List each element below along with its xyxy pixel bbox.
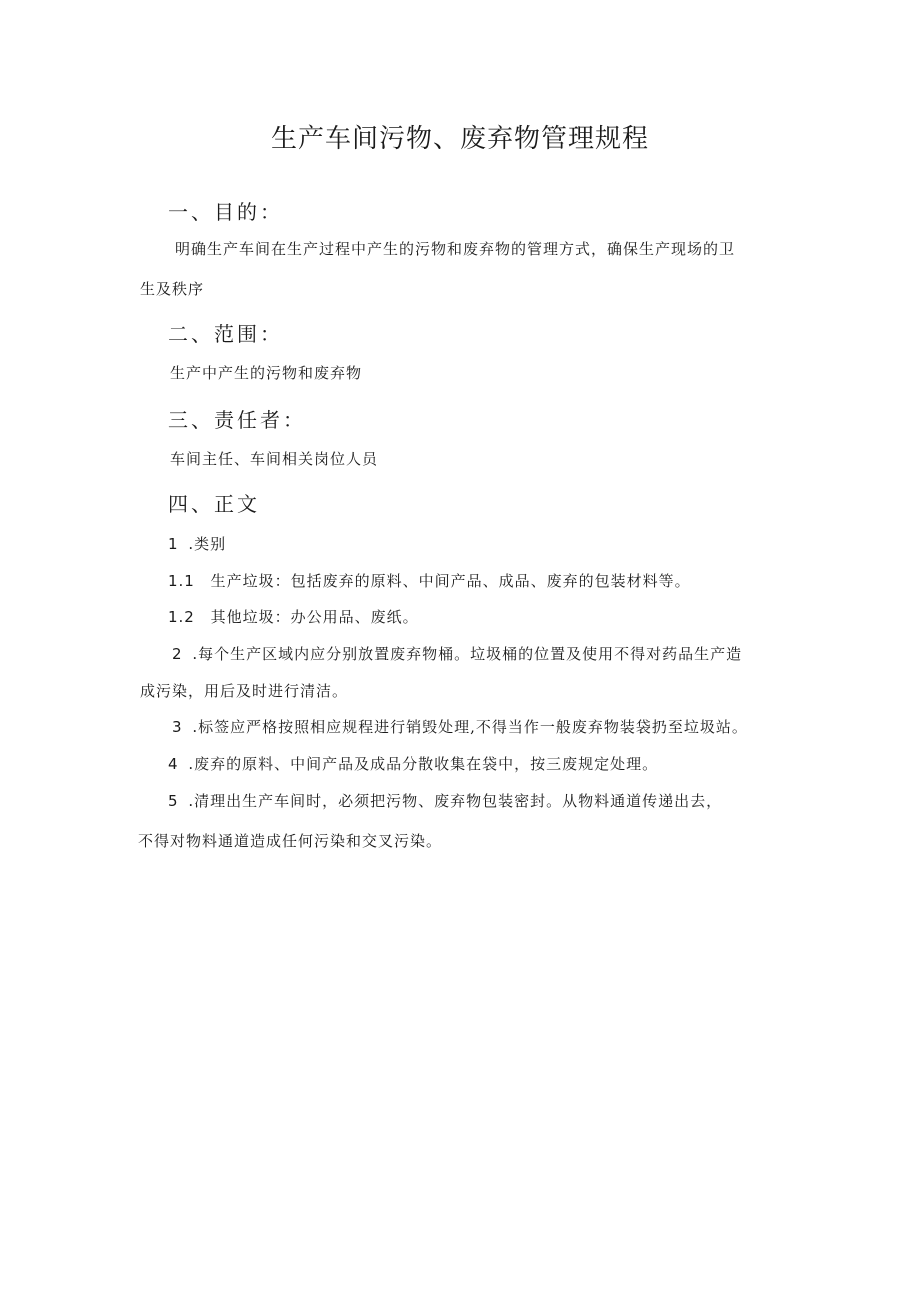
- body-item-2-line-2: 成污染，用后及时进行清洁。: [140, 682, 349, 700]
- item-text: .废弃的原料、中间产品及成品分散收集在袋中，按三废规定处理。: [188, 755, 659, 773]
- item-number: 1.1: [168, 572, 195, 590]
- item-number: 1.2: [168, 608, 195, 626]
- document-title: 生产车间污物、废弃物管理规程: [270, 124, 649, 154]
- item-text: 其他垃圾：办公用品、废纸。: [210, 608, 419, 626]
- section-heading-scope: 二、范围：: [168, 322, 283, 346]
- body-item-4: [168, 753, 658, 774]
- item-number: 5: [168, 792, 179, 810]
- body-item-5-line-1: [168, 790, 722, 811]
- item-number: 2: [172, 645, 183, 663]
- scope-text: 生产中产生的污物和废弃物: [170, 364, 363, 382]
- section-heading-responsible: 三、责任者：: [168, 408, 306, 432]
- item-text: 生产垃圾：包括废弃的原料、中间产品、成品、废弃的包装材料等。: [210, 572, 691, 590]
- section-heading-body: 四、正文: [168, 492, 260, 516]
- item-text: .每个生产区域内应分别放置废弃物桶。垃圾桶的位置及使用不得对药品生产造: [192, 645, 743, 663]
- body-item-3: [172, 716, 748, 737]
- item-number: 4: [168, 755, 179, 773]
- body-item-1-1: [168, 570, 691, 591]
- item-number: 3: [172, 718, 183, 736]
- purpose-line-2: 生及秩序: [140, 280, 205, 298]
- body-item-1: [168, 533, 226, 554]
- item-text: .标签应严格按照相应规程进行销毁处理,不得当作一般废弃物装袋扔至垃圾站。: [192, 718, 748, 736]
- section-heading-purpose: 一、目的：: [168, 200, 283, 224]
- item-text: .类别: [188, 535, 227, 553]
- body-item-1-2: [168, 606, 419, 627]
- body-item-2-line-1: [172, 643, 742, 664]
- item-text: .清理出生产车间时，必须把污物、废弃物包装密封。从物料通道传递出去，: [188, 792, 723, 810]
- body-item-5-line-2: 不得对物料通道造成任何污染和交叉污染。: [138, 832, 443, 850]
- item-number: 1: [168, 535, 179, 553]
- purpose-line-1: 明确生产车间在生产过程中产生的污物和废弃物的管理方式，确保生产现场的卫: [175, 240, 736, 258]
- responsible-text: 车间主任、车间相关岗位人员: [170, 450, 379, 468]
